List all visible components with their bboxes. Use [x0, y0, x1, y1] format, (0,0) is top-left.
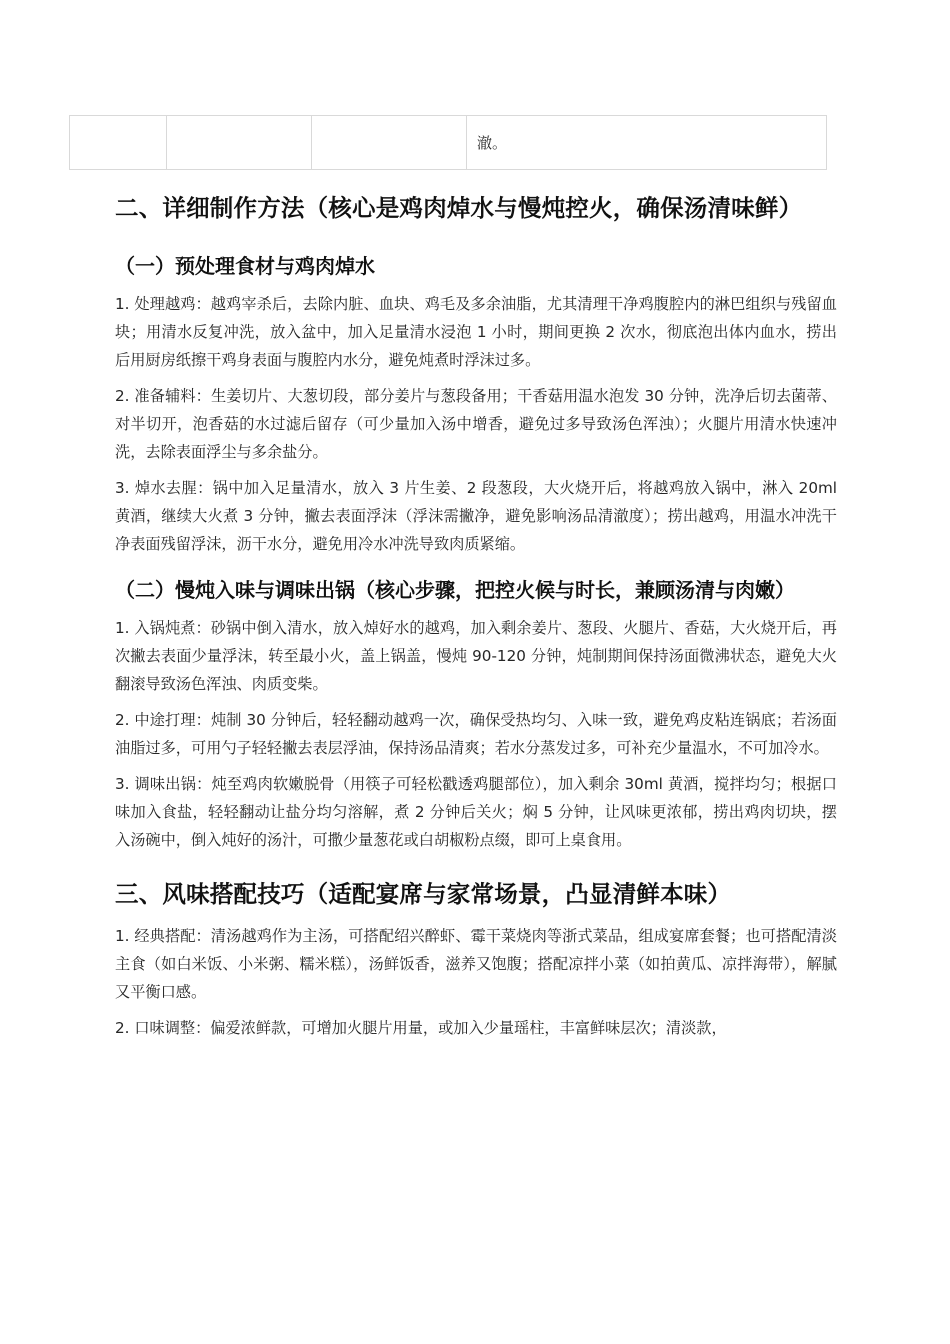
- paragraph: 2. 准备辅料：生姜切片、大葱切段，部分姜片与葱段备用；干香菇用温水泡发 30 分钟，洗净后切去菌蒂、对半切开，泡香菇的水过滤后留存（可少量加入汤中增香，避免过多导致汤色浑浊）；火腿片用清水快速冲洗，去除表面浮尘与多余盐分。: [115, 387, 837, 461]
- paragraph: 1. 入锅炖煮：砂锅中倒入清水，放入焯好水的越鸡，加入剩余姜片、葱段、火腿片、香菇，大火烧开后，再次撇去表面少量浮沫，转至最小火，盖上锅盖，慢炖 90-120 分钟，炖制期间保持汤面微沸状态，避免大火翻滚导致汤色浑浊、肉质变柴。: [115, 619, 837, 693]
- paragraph: 1. 经典搭配：清汤越鸡作为主汤，可搭配绍兴醉虾、霉干菜烧肉等浙式菜品，组成宴席套餐；也可搭配清淡主食（如白米饭、小米粥、糯米糕），汤鲜饭香，滋养又饱腹；搭配凉拌小菜（如拍黄瓜、凉拌海带），解腻又平衡口感。: [115, 927, 837, 1001]
- table-cell: 澈。: [467, 116, 827, 170]
- table-cell: [312, 116, 467, 170]
- paragraph: 3. 焯水去腥：锅中加入足量清水，放入 3 片生姜、2 段葱段，大火烧开后，将越鸡放入锅中，淋入 20ml 黄酒，继续大火煮 3 分钟，撇去表面浮沫（浮沫需撇净，避免影响汤品清澈度）；捞出越鸡，用温水冲洗干净表面残留浮沫，沥干水分，避免用冷水冲洗导致肉质紧缩。: [115, 479, 837, 553]
- section-heading: 三、风味搭配技巧（适配宴席与家常场景，凸显清鲜本味）: [115, 880, 732, 908]
- section-heading: 二、详细制作方法（核心是鸡肉焯水与慢炖控火，确保汤清味鲜）: [115, 194, 803, 222]
- table-fragment: [69, 115, 827, 170]
- subsection-heading: （一）预处理食材与鸡肉焯水: [115, 254, 375, 278]
- subsection-heading: （二）慢炖入味与调味出锅（核心步骤，把控火候与时长，兼顾汤清与肉嫩）: [115, 578, 795, 602]
- paragraph: 2. 口味调整：偏爱浓鲜款，可增加火腿片用量，或加入少量瑶柱，丰富鲜味层次；清淡款，: [115, 1019, 727, 1037]
- paragraph: 3. 调味出锅：炖至鸡肉软嫩脱骨（用筷子可轻松戳透鸡腿部位），加入剩余 30ml 黄酒，搅拌均匀；根据口味加入食盐，轻轻翻动让盐分均匀溶解，煮 2 分钟后关火；焖 5 分钟，让风味更浓郁，捞出鸡肉切块，摆入汤碗中，倒入炖好的汤汁，可撒少量葱花或白胡椒粉点缀，即可上桌食用。: [115, 775, 837, 849]
- paragraph: 1. 处理越鸡：越鸡宰杀后，去除内脏、血块、鸡毛及多余油脂，尤其清理干净鸡腹腔内的淋巴组织与残留血块；用清水反复冲洗，放入盆中，加入足量清水浸泡 1 小时，期间更换 2 次水，彻底泡出体内血水，捞出后用厨房纸擦干鸡身表面与腹腔内水分，避免炖煮时浮沫过多。: [115, 295, 837, 369]
- paragraph: 2. 中途打理：炖制 30 分钟后，轻轻翻动越鸡一次，确保受热均匀、入味一致，避免鸡皮粘连锅底；若汤面油脂过多，可用勺子轻轻撇去表层浮油，保持汤品清爽；若水分蒸发过多，可补充少量温水，不可加冷水。: [115, 711, 837, 757]
- table-cell: [167, 116, 312, 170]
- table-cell: [70, 116, 167, 170]
- document-content: [115, 188, 837, 1050]
- table-row: [70, 116, 827, 170]
